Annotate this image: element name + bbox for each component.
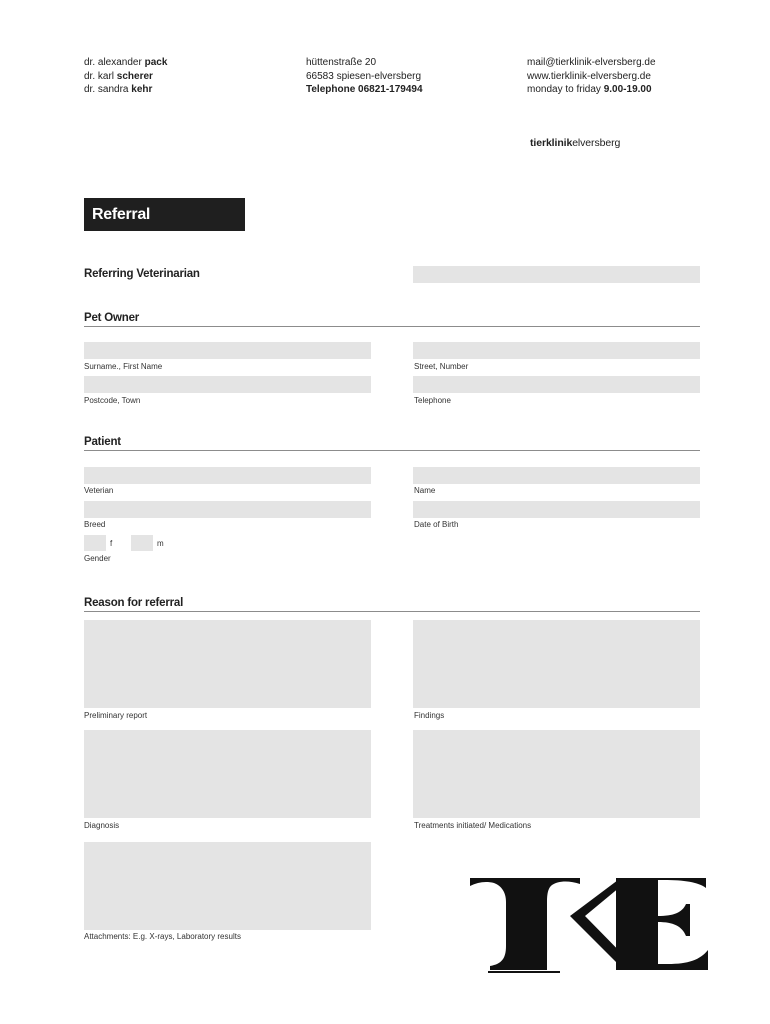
findings-field[interactable] [413, 620, 700, 708]
patient-veterian-label: Veterian [84, 486, 114, 495]
owner-surname-field[interactable] [84, 342, 371, 359]
diagnosis-field[interactable] [84, 730, 371, 818]
referring-vet-label: Referring Veterinarian [84, 268, 200, 280]
patient-breed-field[interactable] [84, 501, 371, 518]
patient-name-label: Name [414, 486, 436, 495]
clinic-contact [527, 56, 656, 97]
attachments-label: Attachments: E.g. X-rays, Laboratory results [84, 932, 241, 941]
owner-postcode-label: Postcode, Town [84, 396, 141, 405]
gender-female-label: f [110, 539, 113, 548]
gender-female-checkbox[interactable] [84, 535, 106, 551]
gender-male-label: m [157, 539, 164, 548]
owner-postcode-field[interactable] [84, 376, 371, 393]
contact-hours: monday to friday 9.00-19.00 [527, 84, 652, 95]
attachments-field[interactable] [84, 842, 371, 930]
patient-dob-field[interactable] [413, 501, 700, 518]
patient-veterian-field[interactable] [84, 467, 371, 484]
findings-label: Findings [414, 711, 445, 720]
referring-vet-field[interactable] [413, 266, 700, 283]
treatments-label: Treatments initiated/ Medications [414, 821, 532, 830]
patient-divider [84, 450, 700, 451]
address-city: 66583 spiesen-elversberg [306, 70, 422, 82]
doctor-1: dr. alexander pack [84, 57, 168, 68]
pet-owner-heading: Pet Owner [84, 312, 140, 324]
owner-surname-label: Surname., First Name [84, 362, 163, 371]
brand-wordmark: tierklinikelversberg [530, 137, 621, 149]
owner-telephone-label: Telephone [414, 396, 451, 405]
reason-divider [84, 611, 700, 612]
diagnosis-label: Diagnosis [84, 821, 120, 830]
doctor-list [84, 56, 167, 97]
preliminary-report-label: Preliminary report [84, 711, 148, 720]
owner-street-label: Street, Number [414, 362, 469, 371]
doctor-2: dr. karl scherer [84, 70, 153, 82]
preliminary-report-field[interactable] [84, 620, 371, 708]
owner-street-field[interactable] [413, 342, 700, 359]
reason-heading: Reason for referral [84, 597, 184, 609]
patient-dob-label: Date of Birth [414, 520, 459, 529]
address-street: hüttenstraße 20 [306, 57, 377, 68]
patient-breed-label: Breed [84, 520, 106, 529]
tke-logo [468, 876, 710, 974]
doctor-3: dr. sandra kehr [84, 84, 153, 95]
contact-web: www.tierklinik-elversberg.de [527, 70, 651, 82]
patient-heading: Patient [84, 436, 121, 448]
clinic-address [306, 56, 423, 97]
pet-owner-divider [84, 326, 700, 327]
gender-label: Gender [84, 554, 111, 563]
treatments-field[interactable] [413, 730, 700, 818]
form-title: Referral [84, 198, 245, 231]
gender-male-checkbox[interactable] [131, 535, 153, 551]
owner-telephone-field[interactable] [413, 376, 700, 393]
patient-name-field[interactable] [413, 467, 700, 484]
address-phone: Telephone 06821-179494 [306, 84, 423, 95]
contact-email: mail@tierklinik-elversberg.de [527, 57, 656, 68]
